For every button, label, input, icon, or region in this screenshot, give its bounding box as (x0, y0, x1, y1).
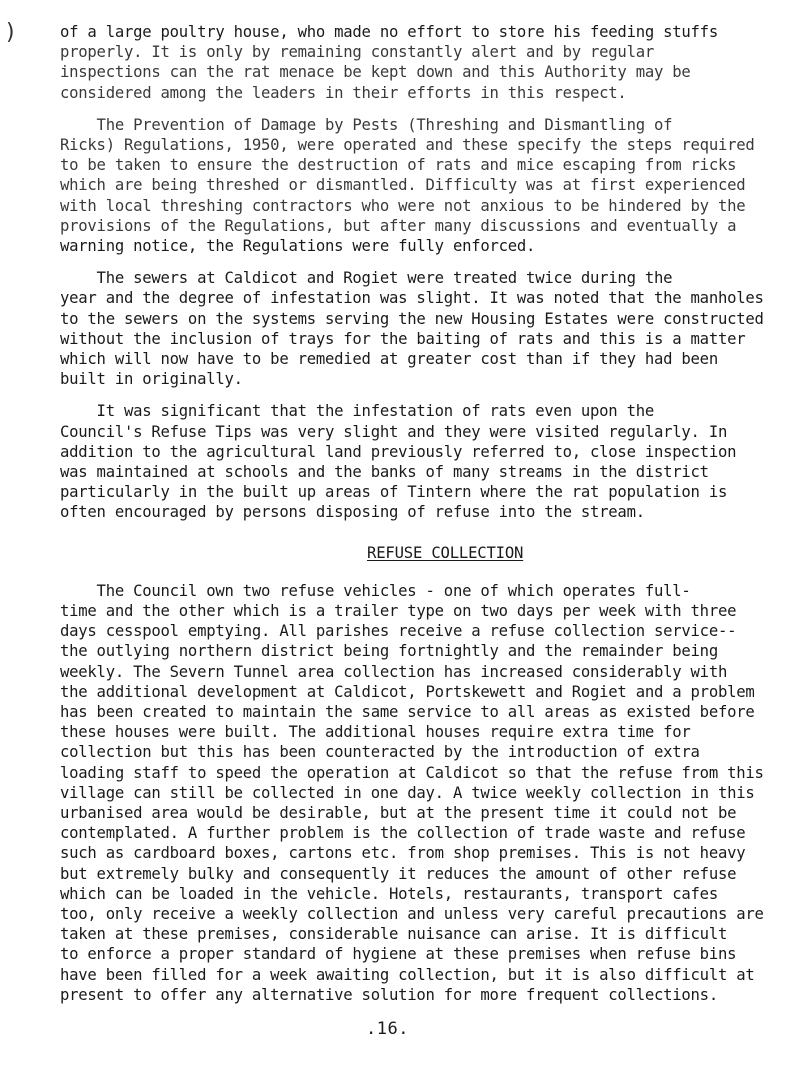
text-line: to enforce a proper standard of hygiene at these premises when refuse bins (60, 945, 737, 964)
text-line: often encouraged by persons disposing of refuse into the stream. (60, 503, 645, 522)
text-line: It was significant that the infestation of rats even upon the (60, 402, 654, 421)
text-line: but extremely bulky and consequently it reduces the amount of other refuse (60, 864, 737, 883)
text-line: which are being threshed or dismantled. Difficulty was at first experienced (60, 176, 746, 195)
text-line: properly. It is only by remaining constantly alert and by regular (60, 43, 654, 62)
page-number: .16. (366, 1019, 409, 1039)
text-line: warning notice, the Regulations were fully enforced. (60, 237, 536, 255)
text-line: urbanised area would be desirable, but at the present time it could not be (60, 804, 737, 822)
text-line: was maintained at schools and the banks of many streams in the district (60, 463, 709, 481)
text-line: Ricks) Regulations, 1950, were operated and these specify the steps required (60, 136, 755, 154)
text-line: village can still be collected in one day. A twice weekly collection in this (60, 783, 755, 802)
text-line: with local threshing contractors who were not anxious to be hindered by the (60, 196, 746, 215)
text-line: The Council own two refuse vehicles - one of which operates full- (60, 581, 691, 600)
text-line: built in originally. (60, 370, 243, 389)
text-line: have been filled for a week awaiting collection, but it is also difficult at (60, 965, 755, 984)
text-line: to the sewers on the systems serving the new Housing Estates were constructed (60, 309, 764, 328)
margin-bracket-mark: ) (4, 20, 18, 45)
text-line: which will now have to be remedied at greater cost than if they had been (60, 350, 718, 368)
text-line: loading staff to speed the operation at Caldicot so that the refuse from this (60, 763, 764, 782)
text-line: inspections can the rat menace be kept down and this Authority may be (60, 63, 691, 82)
text-line: days cesspool emptying. All parishes receive a refuse collection service-- (60, 622, 737, 641)
text-line: the additional development at Caldicot, Portskewett and Rogiet and a problem (60, 682, 755, 701)
text-line: too, only receive a weekly collection and unless very careful precautions are (60, 905, 764, 923)
text-line: these houses were built. The additional houses require extra time for (60, 723, 691, 742)
text-line: the outlying northern district being fortnightly and the remainder being (60, 642, 718, 661)
text-line: The sewers at Caldicot and Rogiet were treated twice during the (60, 269, 673, 288)
text-line: taken at these premises, considerable nuisance can arise. It is difficult (60, 925, 728, 944)
text-line: to be taken to ensure the destruction of rats and mice escaping from ricks (60, 156, 737, 175)
text-line: The Prevention of Damage by Pests (Threshing and Dismantling of (60, 115, 673, 134)
text-line: particularly in the built up areas of Tintern where the rat population is (60, 483, 728, 502)
text-line: of a large poultry house, who made no effort to store his feeding stuffs (60, 23, 718, 41)
text-line: contemplated. A further problem is the collection of trade waste and refuse (60, 824, 746, 843)
text-line: without the inclusion of trays for the baiting of rats and this is a matter (60, 329, 746, 348)
text-line: weekly. The Severn Tunnel area collection has increased considerably with (60, 662, 728, 681)
text-line: considered among the leaders in their efforts in this respect. (60, 83, 627, 102)
text-line: Council's Refuse Tips was very slight and they were visited regularly. In (60, 422, 728, 441)
text-line: such as cardboard boxes, cartons etc. from shop premises. This is not heavy (60, 844, 746, 863)
text-line: has been created to maintain the same service to all areas as existed before (60, 703, 755, 721)
text-line: present to offer any alternative solution for more frequent collections. (60, 985, 718, 1004)
section-heading-refuse-collection: REFUSE COLLECTION (367, 543, 524, 562)
text-line: year and the degree of infestation was slight. It was noted that the manholes (60, 289, 764, 308)
text-line: which can be loaded in the vehicle. Hotels, restaurants, transport cafes (60, 884, 718, 903)
text-line: provisions of the Regulations, but after many discussions and eventually a (60, 216, 737, 235)
text-line: collection but this has been counteracted by the introduction of extra (60, 743, 700, 762)
text-line: addition to the agricultural land previously referred to, close inspection (60, 442, 737, 461)
text-line: time and the other which is a trailer type on two days per week with three (60, 602, 737, 620)
